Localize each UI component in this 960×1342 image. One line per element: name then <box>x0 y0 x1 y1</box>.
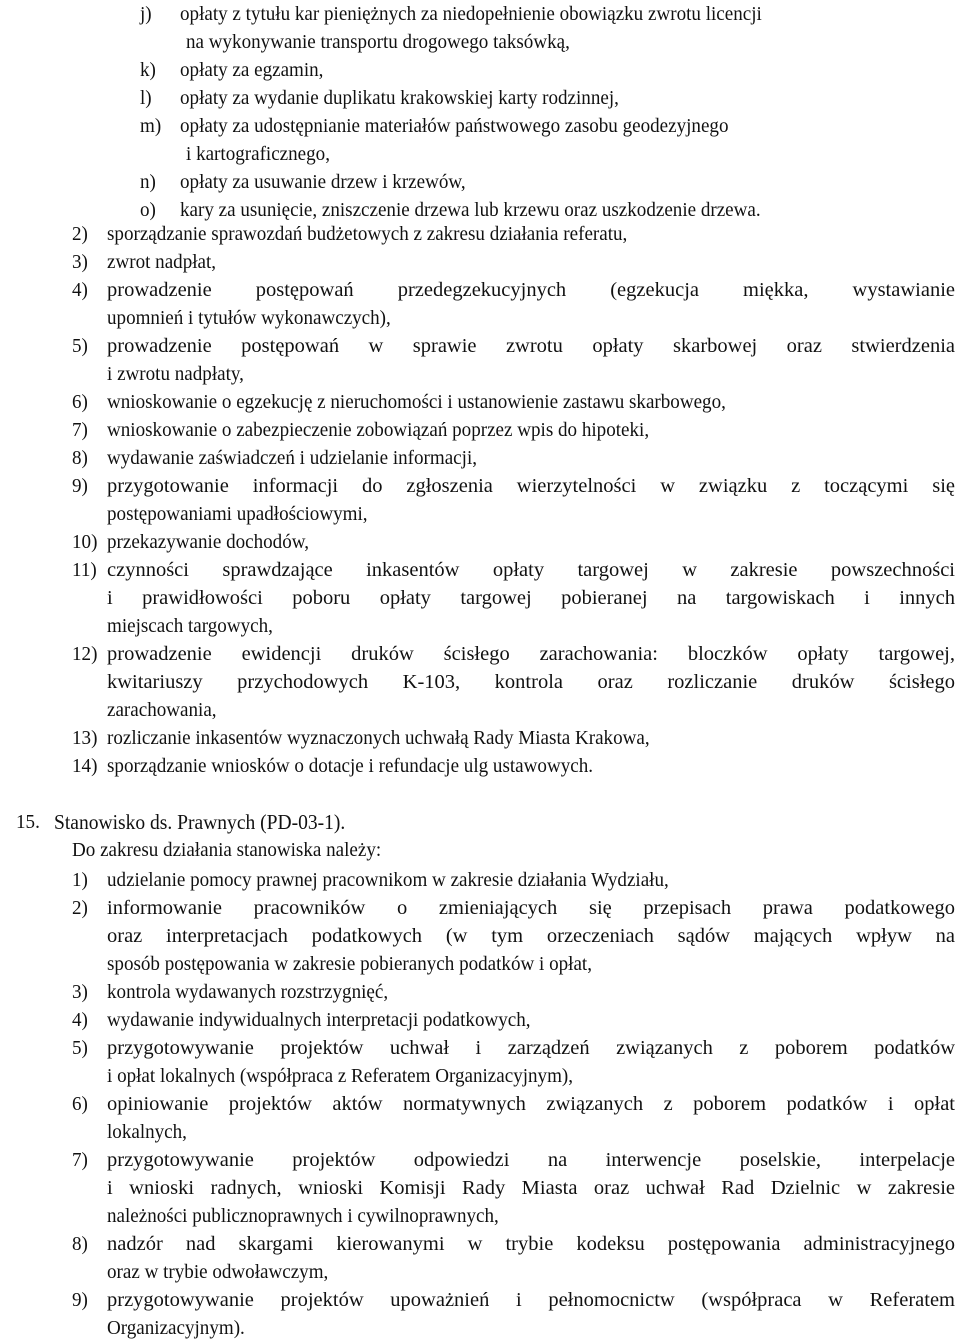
list-item-text: opłaty za usuwanie drzew i krzewów, <box>180 171 466 193</box>
list-item-marker: 4) <box>72 1009 88 1031</box>
list-item-line <box>0 866 960 894</box>
list-item-marker: 11) <box>72 559 97 581</box>
list-item-text: oraz w trybie odwoławczym, <box>107 1261 329 1283</box>
list-item-line <box>0 0 960 28</box>
list-item-line <box>0 528 960 556</box>
list-item-text: czynności sprawdzające inkasentów opłaty targowej w zakresie powszechności <box>107 559 955 581</box>
list-item-marker: o) <box>140 199 156 221</box>
list-item-text: na wykonywanie transportu drogowego taksówką, <box>186 31 570 53</box>
list-item-line <box>0 332 960 360</box>
list-item-text: Organizacyjnym). <box>107 1317 245 1339</box>
list-item-line <box>0 1286 960 1314</box>
list-item-text: prowadzenie ewidencji druków ścisłego zarachowania: bloczków opłaty targowej, <box>107 643 955 665</box>
list-item-marker: 1) <box>72 869 88 891</box>
list-item-marker: 5) <box>72 335 88 357</box>
list-item-line <box>0 84 960 112</box>
section-title: Stanowisko ds. Prawnych (PD-03-1). <box>54 810 346 834</box>
list-item-text: opiniowanie projektów aktów normatywnych związanych z poborem podatków i opłat <box>107 1093 955 1115</box>
list-item-line <box>0 922 960 950</box>
list-item-text: kontrola wydawanych rozstrzygnięć, <box>107 981 389 1003</box>
list-item-text: przygotowywanie projektów upoważnień i pełnomocnictw (współpraca w Referatem <box>107 1289 955 1311</box>
list-item-line <box>0 668 960 696</box>
list-item-marker: l) <box>140 87 152 109</box>
list-item-text: kwitariuszy przychodowych K-103, kontrola oraz rozliczanie druków ścisłego <box>107 671 955 693</box>
list-item-text: nadzór nad skargami kierowanymi w trybie kodeksu postępowania administracyjnego <box>107 1233 955 1255</box>
list-item-line <box>0 950 960 978</box>
list-item-marker: j) <box>140 3 152 25</box>
list-item-line <box>0 1314 960 1342</box>
list-item-marker: 4) <box>72 279 88 301</box>
section-intro <box>0 836 960 864</box>
list-item-line <box>0 276 960 304</box>
list-item-line <box>0 640 960 668</box>
list-item-text: sposób postępowania w zakresie pobieranych podatków i opłat, <box>107 953 592 975</box>
list-item-text: wnioskowanie o zabezpieczenie zobowiązań poprzez wpis do hipoteki, <box>107 419 650 441</box>
list-item-marker: 6) <box>72 391 88 413</box>
list-item-line <box>0 388 960 416</box>
list-item-line <box>0 304 960 332</box>
list-item-line <box>0 1118 960 1146</box>
list-item-marker: 8) <box>72 447 88 469</box>
list-item-text: przygotowywanie projektów uchwał i zarządzeń związanych z poborem podatków <box>107 1037 955 1059</box>
list-item-marker: 5) <box>72 1037 88 1059</box>
list-item-line <box>0 556 960 584</box>
list-item-text: wnioskowanie o egzekucję z nieruchomości i ustanowienie zastawu skarbowego, <box>107 391 726 413</box>
list-item-text: i kartograficznego, <box>186 143 330 165</box>
list-item-line <box>0 724 960 752</box>
list-item-marker: 2) <box>72 223 88 245</box>
list-item-text: miejscach targowych, <box>107 615 273 637</box>
section-number: 15. <box>16 811 40 833</box>
list-item-line <box>0 416 960 444</box>
list-item-text: upomnień i tytułów wykonawczych), <box>107 307 391 329</box>
list-item-line <box>0 248 960 276</box>
list-item-line <box>0 112 960 140</box>
list-item-line <box>0 28 960 56</box>
list-item-marker: 12) <box>72 643 98 665</box>
list-item-text: przygotowanie informacji do zgłoszenia wierzytelności w związku z toczącymi się <box>107 475 955 497</box>
list-item-line <box>0 1230 960 1258</box>
list-item-line <box>0 220 960 248</box>
list-item-marker: 9) <box>72 475 88 497</box>
list-item-text: opłaty z tytułu kar pieniężnych za niedopełnienie obowiązku zwrotu licencji <box>180 3 762 25</box>
list-item-line <box>0 140 960 168</box>
list-item-line <box>0 696 960 724</box>
list-item-text: i zwrotu nadpłaty, <box>107 363 244 385</box>
list-item-line <box>0 752 960 780</box>
list-item-line <box>0 612 960 640</box>
list-item-text: opłaty za egzamin, <box>180 59 324 81</box>
list-item-line <box>0 1034 960 1062</box>
list-item-line <box>0 472 960 500</box>
list-item-text: sporządzanie wniosków o dotacje i refundacje ulg ustawowych. <box>107 755 594 777</box>
list-item-text: zwrot nadpłat, <box>107 251 217 273</box>
list-item-text: i prawidłowości poboru opłaty targowej pobieranej na targowiskach i innych <box>107 587 955 609</box>
list-item-marker: 14) <box>72 755 98 777</box>
list-item-text: udzielanie pomocy prawnej pracownikom w zakresie działania Wydziału, <box>107 869 669 891</box>
list-item-marker: 3) <box>72 981 88 1003</box>
list-item-text: zarachowania, <box>107 699 217 721</box>
list-item-line <box>0 1258 960 1286</box>
list-item-line <box>0 56 960 84</box>
list-item-text: prowadzenie postępowań przedegzekucyjnych (egzekucja miękka, wystawianie <box>107 279 955 301</box>
list-item-marker: 10) <box>72 531 98 553</box>
list-item-text: oraz interpretacjach podatkowych (w tym orzeczeniach sądów mających wpływ na <box>107 925 955 947</box>
list-item-text: lokalnych, <box>107 1121 187 1143</box>
list-item-marker: 8) <box>72 1233 88 1255</box>
list-item-text: sporządzanie sprawozdań budżetowych z zakresu działania referatu, <box>107 223 628 245</box>
list-item-text: opłaty za udostępnianie materiałów państwowego zasobu geodezyjnego <box>180 115 729 137</box>
list-item-text: opłaty za wydanie duplikatu krakowskiej karty rodzinnej, <box>180 87 619 109</box>
list-item-line <box>0 1062 960 1090</box>
list-item-text: i opłat lokalnych (współpraca z Referatem Organizacyjnym), <box>107 1065 574 1087</box>
list-item-marker: 7) <box>72 419 88 441</box>
list-item-line <box>0 1006 960 1034</box>
list-item-marker: n) <box>140 171 156 193</box>
list-item-text: przygotowywanie projektów odpowiedzi na interwencje poselskie, interpelacje <box>107 1149 955 1171</box>
list-item-text: prowadzenie postępowań w sprawie zwrotu opłaty skarbowej oraz stwierdzenia <box>107 335 955 357</box>
list-item-line <box>0 1174 960 1202</box>
list-item-marker: k) <box>140 59 156 81</box>
list-item-line <box>0 894 960 922</box>
list-item-line <box>0 584 960 612</box>
list-item-line <box>0 360 960 388</box>
list-item-text: wydawanie indywidualnych interpretacji podatkowych, <box>107 1009 531 1031</box>
list-item-marker: 2) <box>72 897 88 919</box>
list-item-line <box>0 168 960 196</box>
list-item-text: informowanie pracowników o zmieniających się przepisach prawa podatkowego <box>107 897 955 919</box>
section-heading <box>0 808 960 836</box>
list-item-marker: 9) <box>72 1289 88 1311</box>
list-item-line <box>0 1202 960 1230</box>
list-item-marker: 3) <box>72 251 88 273</box>
list-item-text: należności publicznoprawnych i cywilnoprawnych, <box>107 1205 499 1227</box>
list-item-line <box>0 444 960 472</box>
list-item-text: wydawanie zaświadczeń i udzielanie informacji, <box>107 447 478 469</box>
list-item-marker: m) <box>140 115 162 137</box>
section-intro-text: Do zakresu działania stanowiska należy: <box>72 839 382 861</box>
list-item-text: postępowaniami upadłościowymi, <box>107 503 368 525</box>
list-item-marker: 7) <box>72 1149 88 1171</box>
list-item-marker: 13) <box>72 727 98 749</box>
list-item-text: i wnioski radnych, wnioski Komisji Rady Miasta oraz uchwał Rad Dzielnic w zakresie <box>107 1177 955 1199</box>
list-item-text: kary za usunięcie, zniszczenie drzewa lub krzewu oraz uszkodzenie drzewa. <box>180 199 761 221</box>
list-item-line <box>0 1146 960 1174</box>
list-item-line <box>0 500 960 528</box>
list-item-line <box>0 978 960 1006</box>
list-item-marker: 6) <box>72 1093 88 1115</box>
list-item-text: przekazywanie dochodów, <box>107 531 310 553</box>
list-item-text: rozliczanie inkasentów wyznaczonych uchwałą Rady Miasta Krakowa, <box>107 727 650 749</box>
list-item-line <box>0 1090 960 1118</box>
